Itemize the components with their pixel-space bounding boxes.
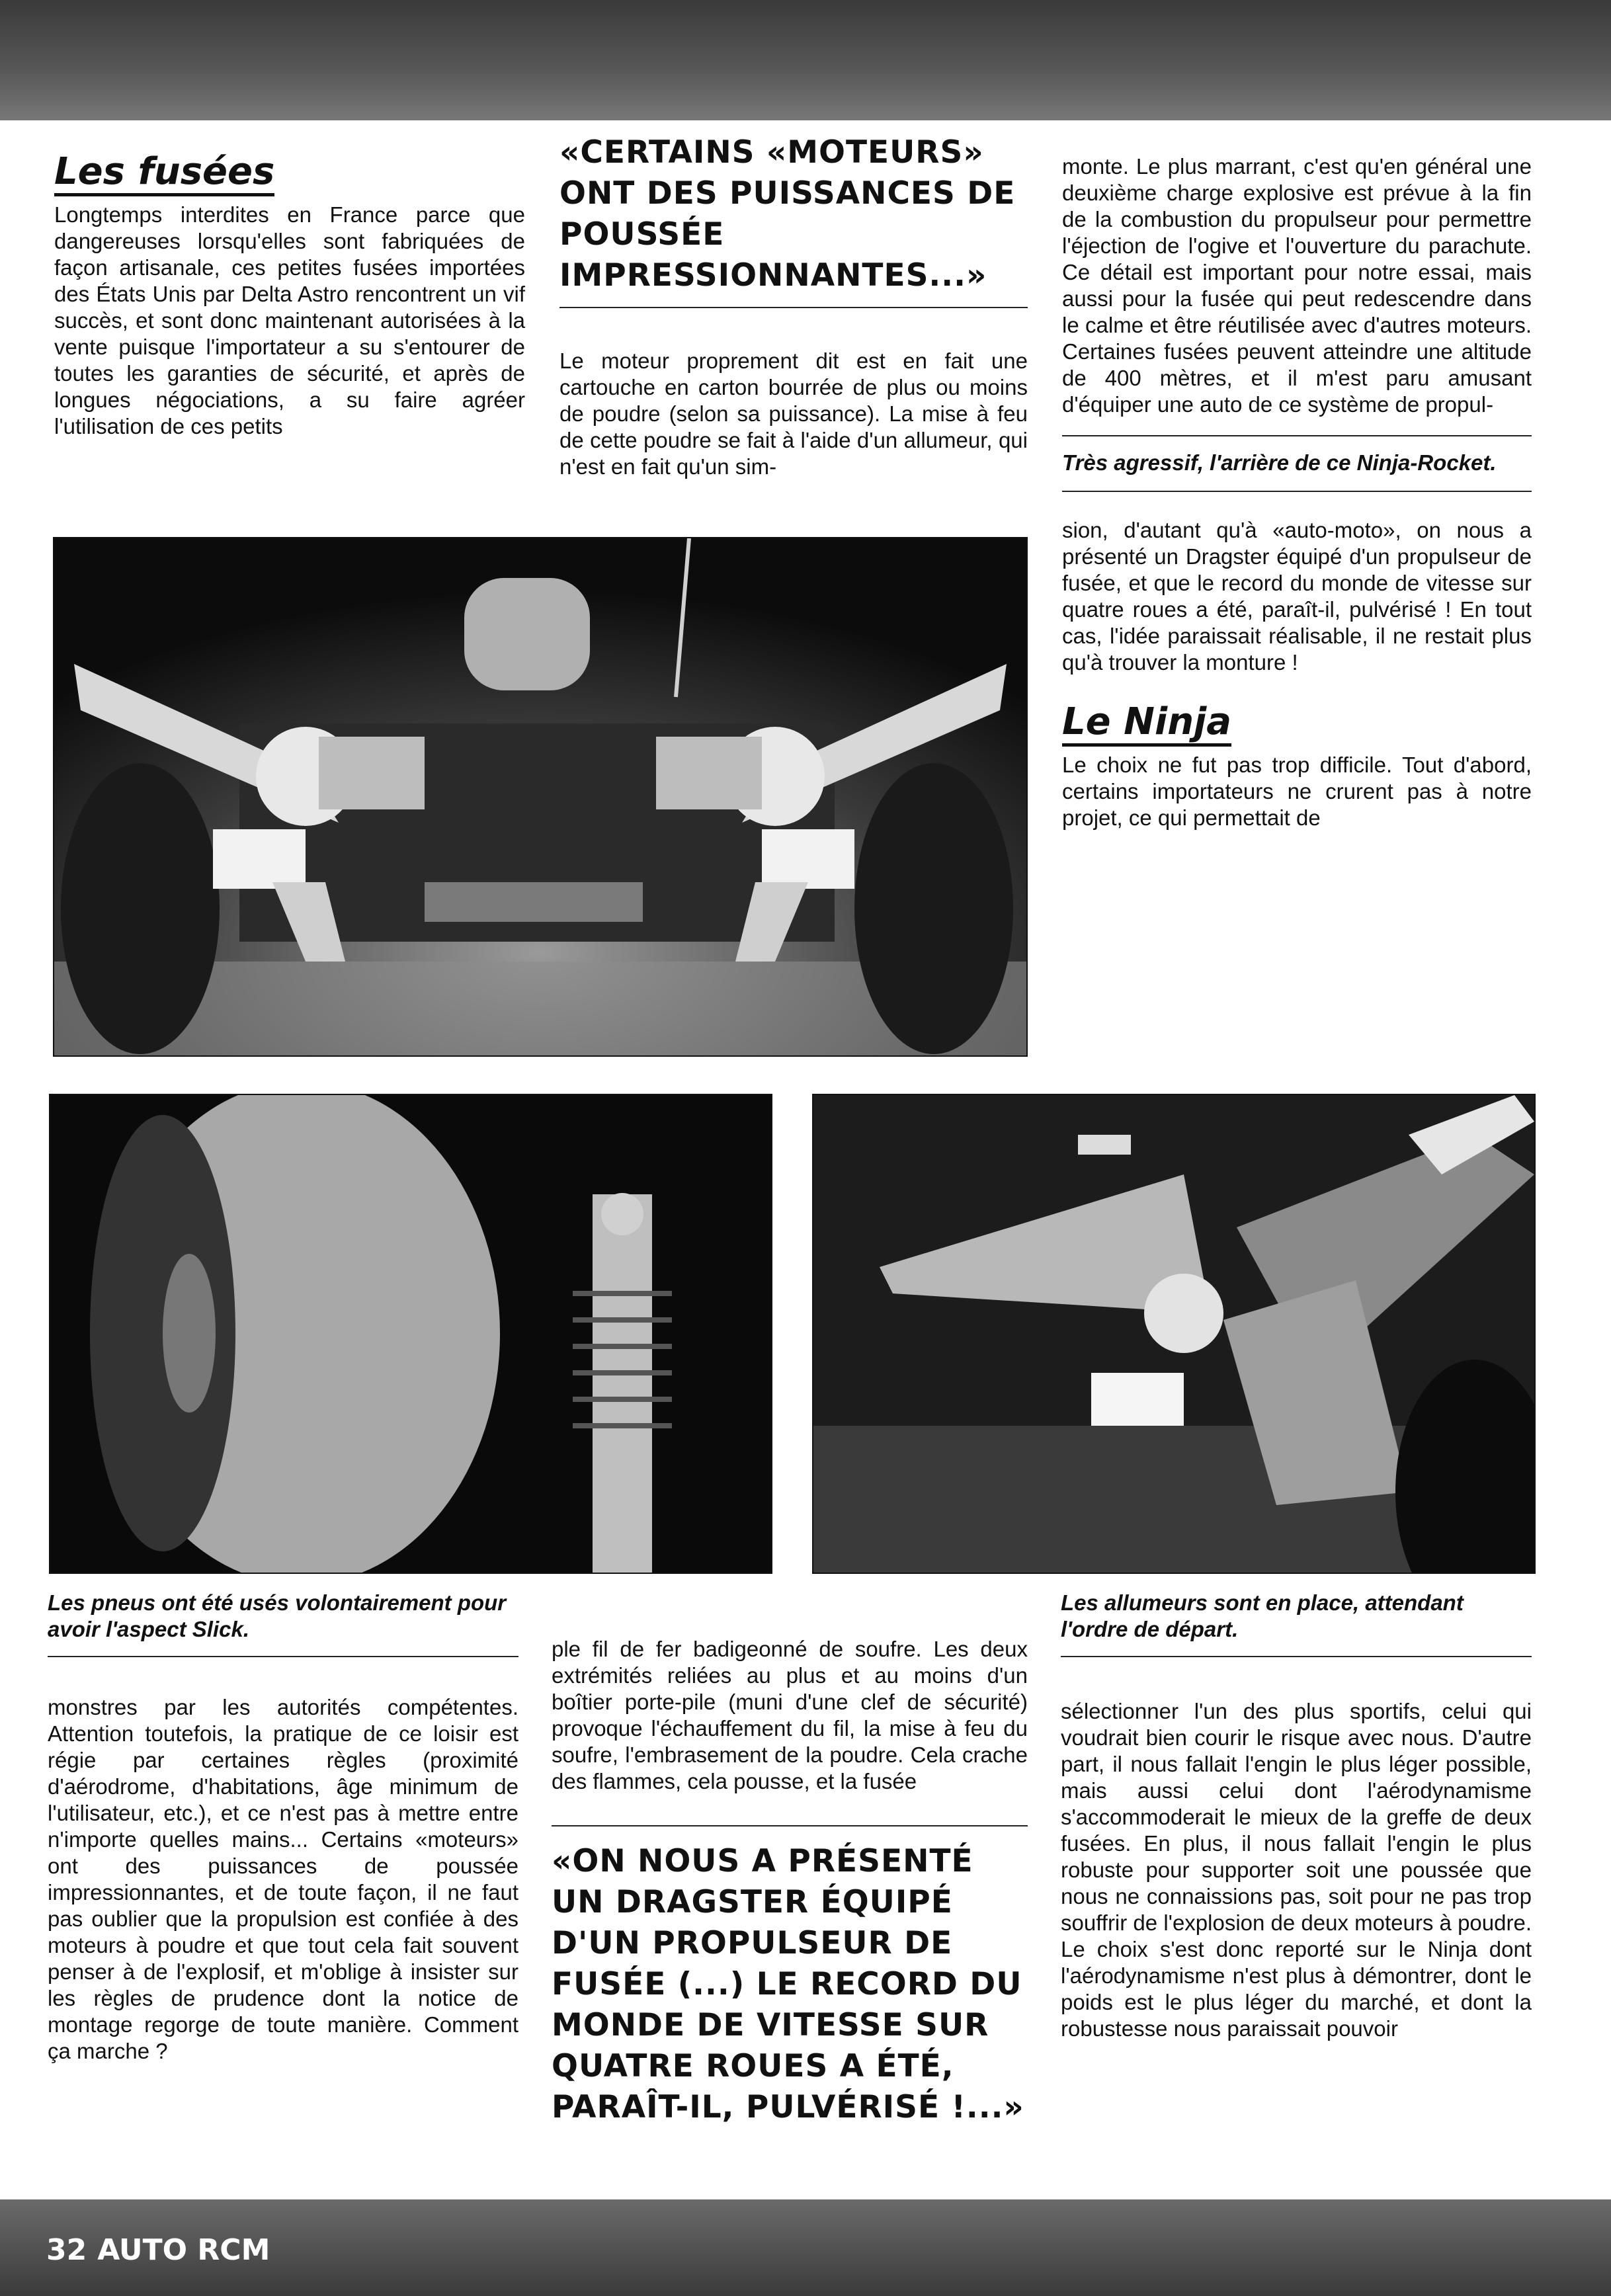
caption-pneus-slick: Les pneus ont été usés volontairement pour avoir l'aspect Slick. — [48, 1590, 507, 1641]
photo-ninja-rocket-rear — [53, 537, 1028, 1057]
paragraph-dragster: sion, d'autant qu'à «auto-moto», on nous a présenté un Dragster équipé d'un propulseur de fusée, et que le record du monde de vitesse sur quatre roues a été, paraît-il, pulvérisé ! En tout cas, l'idée paraissait réalisable, il ne restait plus qu'à trouver la monture ! — [1062, 518, 1532, 675]
section-heading-le-ninja: Le Ninja — [1062, 701, 1231, 747]
caption-allumeurs: Les allumeurs sont en place, attendant l'ordre de départ. — [1061, 1590, 1464, 1641]
caption-rule-allumeurs — [1061, 1656, 1532, 1657]
paragraph-moteur: Le moteur proprement dit est en fait une cartouche en carton bourrée de plus ou moins de poudre (selon sa puissance). La mise à feu de cette poudre se fait à l'aide d'un allumeur, qui n'est en fait qu'un sim- — [559, 348, 1028, 479]
paragraph-selectionner: sélectionner l'un des plus sportifs, celui qui voudrait bien courir le risque avec nous. D'autre part, il nous fallait l'engin le plus léger possible, mais aussi celui dont l'aérodynamisme s'accommoderait le mieux de la greffe de deux fusées. En plus, il nous fallait l'engin le plus robuste pour supporter soit une poussée que nous ne connaissions pas, soit pour ne pas trop souffrir de l'explosion de deux moteurs à poudre. Le choix s'est donc reporté sur le Ninja dont l'aérodynamisme n'est plus à démontrer, dont le poids est le plus léger du marché, et dont la robustesse nous paraissait pouvoir — [1061, 1699, 1532, 2041]
paragraph-les-fusees: Longtemps interdites en France parce que dangereuses lorsqu'elles sont fabriquées de façon artisanale, ces petites fusées importées des États Unis par Delta Astro rencontrent un vif succès, et sont donc maintenant autorisées à la vente puisque l'importateur a su s'entourer de toutes les garanties de sécurité, et après de longues négociations, a su faire agréer l'utilisation de ces petits — [54, 202, 525, 438]
column-2-bottom — [552, 1636, 1028, 2128]
column-1-top — [54, 151, 525, 440]
paragraph-charge-explosive: monte. Le plus marrant, c'est qu'en général une deuxième charge explosive est prévue à la fin de la combustion du propulseur pour permettre l'éjection de l'ogive et l'ouverture du parachute. Ce détail est important pour notre essai, mais aussi pour la fusée qui peut redescendre dans le calme et être réutilisée avec d'autres moteurs. Certaines fusées peuvent atteindre une altitude de 400 mètres, et il m'est paru amusant d'équiper une auto de ce système de propul- — [1062, 154, 1532, 417]
column-3-bottom — [1061, 1590, 1532, 2042]
column-3-top — [1062, 153, 1532, 831]
photo-worn-tyre — [49, 1094, 772, 1574]
paragraph-monstres: monstres par les autorités compétentes. Attention toutefois, la pratique de ce loisir est régie par certaines règles (proximité d'aérodrome, d'habitations, âge minimum de l'utilisateur, etc.), et ce n'est pas à mettre entre n'importe quelles mains... Certains «moteurs» ont des puissances de poussée impressionnantes, et de toute façon, il ne faut pas oublier que la propulsion est confiée à des moteurs à poudre et que tout cela fait souvent penser à de l'explosif, et m'oblige à insister sur les règles de prudence dont la notice de montage regorge de toute manière. Comment ça marche ? — [48, 1695, 518, 2063]
paragraph-choix: Le choix ne fut pas trop difficile. Tout d'abord, certains importateurs ne crurent pas à notre projet, ce qui permettait de — [1062, 753, 1532, 830]
page-footer — [46, 2233, 270, 2267]
paragraph-fil-de-fer: ple fil de fer badigeonné de soufre. Les deux extrémités reliées au plus et au moins d'un boîtier porte-pile (muni d'une clef de sécurité) provoque l'échauffement du fil, la mise à feu du soufre, l'embrasement de la poudre. Cela crache des flammes, cela pousse, et la fusée — [552, 1637, 1028, 1793]
caption-rule-bottom — [1062, 491, 1532, 492]
magazine-name: AUTO RCM — [97, 2233, 270, 2267]
page-number: 32 — [46, 2233, 87, 2267]
section-heading-les-fusees: Les fusées — [54, 151, 274, 196]
photo-rocket-igniter — [812, 1094, 1536, 1574]
caption-rule-top — [1062, 435, 1532, 436]
column-2-top — [559, 132, 1028, 480]
pull-quote-rule — [559, 307, 1028, 308]
pull-quote-moteurs: «CERTAINS «MOTEURS» ONT DES PUISSANCES DE POUSSÉE IMPRESSIONNANTES...» — [559, 134, 1016, 294]
pull-quote-dragster: «ON NOUS A PRÉSENTÉ UN DRAGSTER ÉQUIPÉ D'UN PROPULSEUR DE FUSÉE (...) LE RECORD DU MONDE DE VITESSE SUR QUATRE ROUES A ÉTÉ, PARAÎT-IL, PULVÉRISÉ !...» — [552, 1843, 1024, 2125]
pull-quote-rule-dragster — [552, 1825, 1028, 1826]
column-1-bottom — [48, 1590, 518, 2065]
caption-rule-pneus — [48, 1656, 518, 1657]
caption-ninja-rocket: Très agressif, l'arrière de ce Ninja-Rocket. — [1062, 450, 1497, 475]
page-top-band — [0, 0, 1611, 120]
